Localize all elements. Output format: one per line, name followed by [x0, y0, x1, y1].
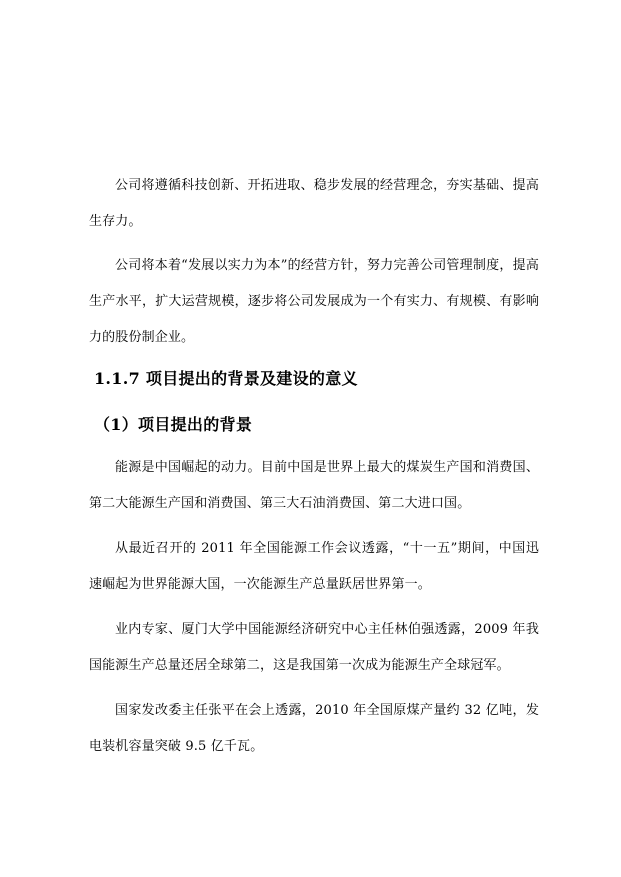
paragraph-business-policy: 公司将本着“发展以实力为本”的经营方针，努力完善公司管理制度，提高生产水平，扩大运营规模，逐步将公司发展成为一个有实力、有规模、有影响力的股份制企业。	[89, 258, 539, 345]
paragraph-business-philosophy: 公司将遵循科技创新、开拓进取、稳步发展的经营理念，夯实基础、提高生存力。	[89, 178, 539, 229]
paragraph-coal-output: 国家发改委主任张平在会上透露，2010 年全国原煤产量约 32 亿吨，发电装机容量突破 9.5 亿千瓦。	[89, 703, 539, 754]
paragraph-expert-statement: 业内专家、厦门大学中国能源经济研究中心主任林伯强透露，2009 年我国能源生产总量还居全球第二，这是我国第一次成为能源生产全球冠军。	[89, 622, 539, 673]
paragraph-energy-meeting: 从最近召开的 2011 年全国能源工作会议透露，“十一五”期间，中国迅速崛起为世界能源大国，一次能源生产总量跃居世界第一。	[89, 541, 539, 592]
section-heading: 1.1.7 项目提出的背景及建设的意义	[94, 369, 358, 388]
subsection-heading: （1）项目提出的背景	[94, 415, 253, 434]
paragraph-energy-power: 能源是中国崛起的动力。目前中国是世界上最大的煤炭生产国和消费国、第二大能源生产国和消费国、第三大石油消费国、第二大进口国。	[89, 460, 539, 511]
